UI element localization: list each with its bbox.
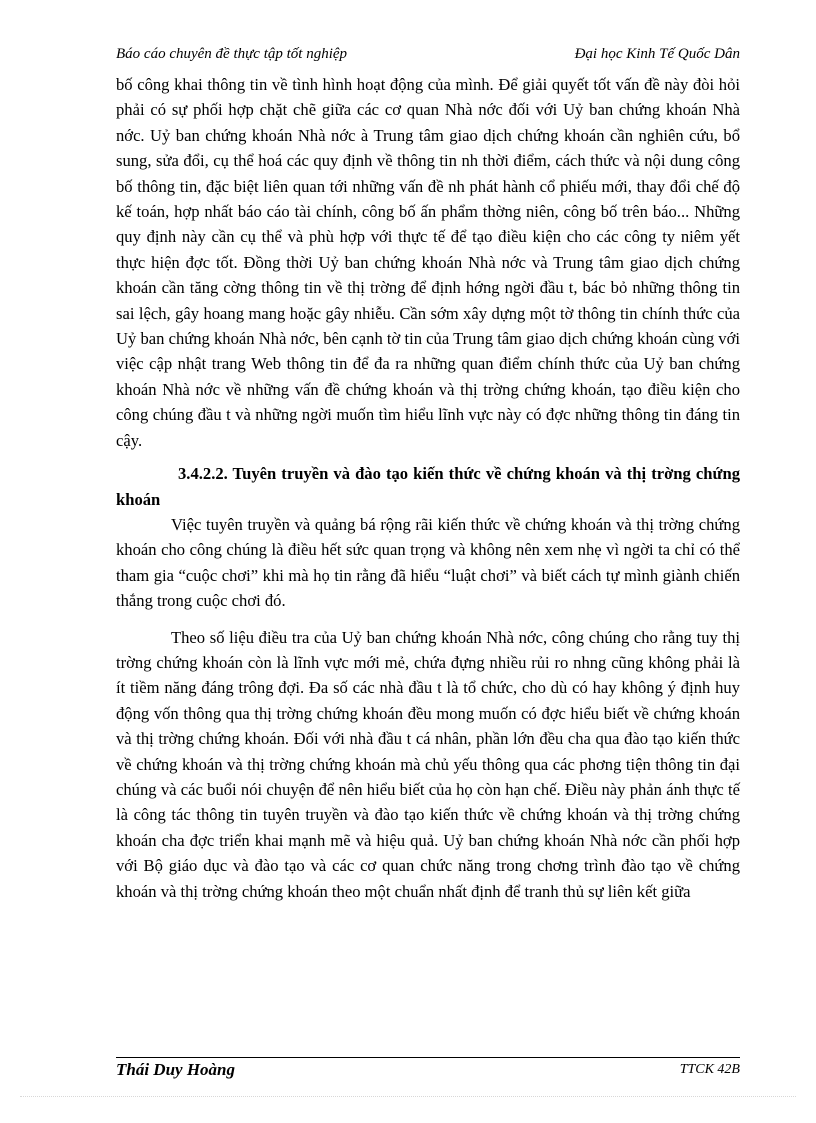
document-body: [116, 72, 740, 904]
page-header: [116, 44, 740, 68]
header-university-name: Đại học Kinh Tế Quốc Dân: [574, 46, 740, 62]
section-heading: 3.4.2.2. Tuyên truyền và đào tạo kiến thức về chứng khoán và thị trờng chứng khoán: [116, 464, 740, 509]
paragraph-continuation: bố công khai thông tin về tình hình hoạt động của mình. Để giải quyết tốt vấn đề này đòi hỏi phải có sự phối hợp chặt chẽ giữa các cơ quan Nhà nớc đối với Uỷ ban chứng khoán Nhà nớc. Uỷ ban chứng khoán Nhà nớc à Trung tâm giao dịch chứng khoán cần nghiên cứu, bổ sung, sửa đổi, cụ thể hoá các quy định về thông tin nh thời điểm, cách thức và nội dung công bố thông tin, đặc biệt liên quan tới những vấn đề nh phát hành cổ phiếu mới, thay đổi chế độ kế toán, hợp nhất báo cáo tài chính, công bố ấn phẩm thờng niên, công bố trên báo... Những quy định này cần cụ thể và phù hợp với thực tế để tạo điều kiện cho các công ty niêm yết thực hiện đợc tốt. Đồng thời Uỷ ban chứng khoán Nhà nớc và Trung tâm giao dịch chứng khoán cần tăng cờng thông tin về thị trờng để định hớng ngời đầu t, bác bỏ những thông tin sai lệch, gây hoang mang hoặc gây nhiễu. Cần sớm xây dựng một tờ thông tin chính thức của Uỷ ban chứng khoán Nhà nớc, bên cạnh tờ tin của Trung tâm giao dịch chứng khoán cùng với việc cập nhật trang Web thông tin để đa ra những quan điểm chính thức của Uỷ ban chứng khoán Nhà nớc về những vấn đề chứng khoán và thị trờng chứng khoán, tạo điều kiện cho công chúng đầu t và những ngời muốn tìm hiểu lĩnh vực này có đợc những thông tin đáng tin cậy.: [116, 75, 740, 450]
page-bottom-edge: [20, 1096, 796, 1097]
paragraph-survey: Theo số liệu điều tra của Uỷ ban chứng khoán Nhà nớc, công chúng cho rằng tuy thị trờng chứng khoán còn là lĩnh vực mới mẻ, chứa đựng nhiều rủi ro nhng cũng không phải là ít tiềm năng đáng trông đợi. Đa số các nhà đầu t là tổ chức, cho dù có hay không ý định huy động vốn thông qua thị trờng chứng khoán đều mong muốn có đợc hiểu biết về chứng khoán và thị trờng chứng khoán. Đối với nhà đầu t cá nhân, phần lớn đều cha qua đào tạo kiến thức về chứng khoán và thị trờng chứng khoán mà chủ yếu thông qua các phơng tiện thông tin đại chúng và các buổi nói chuyện để nên hiểu biết của họ còn hạn chế. Điều này phản ánh thực tế là công tác thông tin tuyên truyền và đào tạo kiến thức về chứng khoán và thị trờng chứng khoán cha đợc triển khai mạnh mẽ và hiệu quả. Uỷ ban chứng khoán Nhà nớc cần phối hợp với Bộ giáo dục và đào tạo và các cơ quan chức năng trong chơng trình đào tạo về chứng khoán và thị trờng chứng khoán theo một chuẩn nhất định để tranh thủ sự liên kết giữa: [116, 627, 740, 901]
page-footer: [116, 1060, 740, 1082]
footer-author-name: Thái Duy Hoàng: [116, 1060, 236, 1079]
header-report-title: Báo cáo chuyên đề thực tập tốt nghiệp: [116, 46, 348, 62]
footer-divider: [116, 1057, 740, 1058]
paragraph-propaganda: Việc tuyên truyền và quảng bá rộng rãi kiến thức về chứng khoán và thị trờng chứng khoán cho công chúng là điều hết sức quan trọng và không nên xem nhẹ vì ngời ta chỉ có thể tham gia “cuộc chơi” khi mà họ tin rằng đã hiểu “luật chơi” và biết cách tự mình giành chiến thắng trong cuộc chơi đó.: [116, 514, 740, 611]
footer-class-code: TTCK 42B: [679, 1062, 740, 1077]
